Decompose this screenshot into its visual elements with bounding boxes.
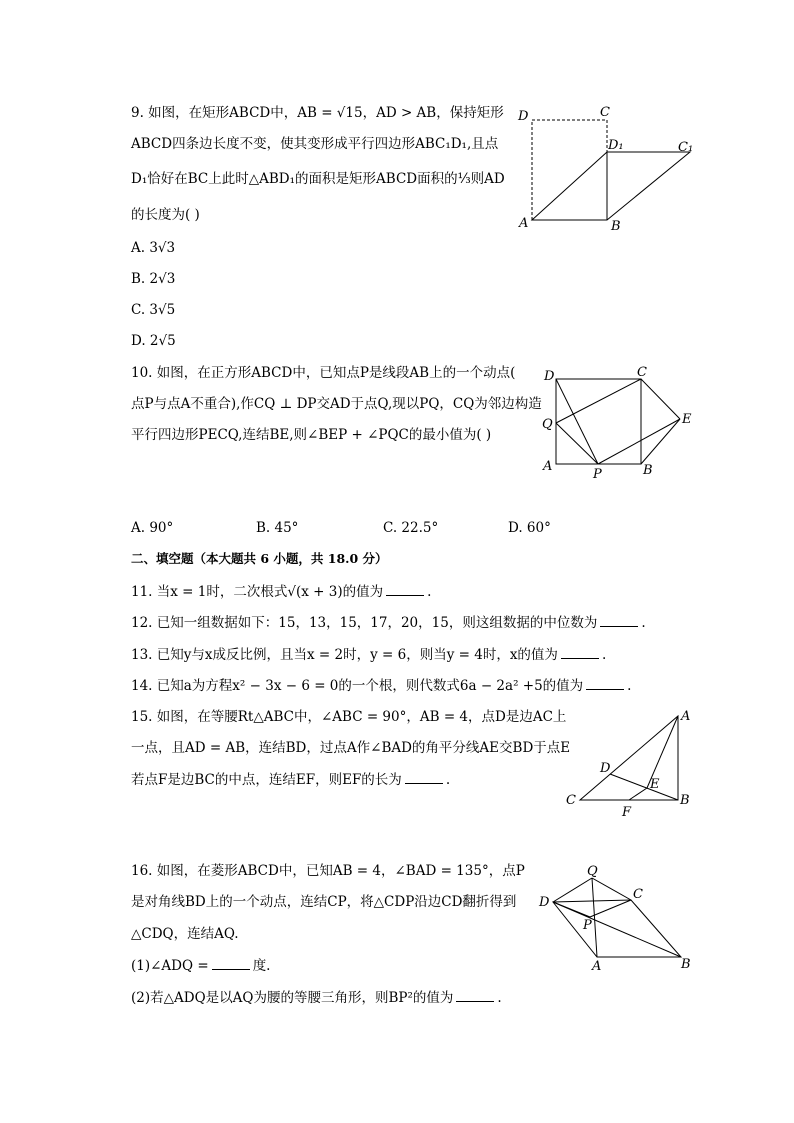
q10-square — [556, 379, 641, 464]
q13-end: . — [601, 647, 607, 663]
q10-line-qc — [556, 379, 641, 423]
q16-label-b: B — [681, 957, 691, 972]
q16-line-2: 是对角线BD上的一个动点，连结CP，将△CDP沿边CD翻折得到 — [131, 894, 517, 910]
q9-option-d: D. 2√5 — [131, 333, 176, 349]
section-title: 二、填空题（本大题共 6 小题，共 18.0 分） — [131, 551, 388, 566]
q11 — [131, 581, 431, 602]
q9-label-d1: D₁ — [608, 138, 624, 153]
q15-line-3: 若点F是边BC的中点，连结EF，则EF的长为 — [131, 772, 402, 788]
q9-option-c: C. 3√5 — [131, 302, 176, 318]
q10-option-a: A. 90° — [131, 520, 174, 536]
q10-line-1: 10. 如图，在正方形ABCD中，已知点P是线段AB上的一个动点( — [131, 365, 516, 381]
q16-line-dq — [553, 878, 592, 902]
q10-line-pe — [598, 419, 680, 464]
q9-label-b: B — [611, 219, 621, 234]
q10-label-d: D — [544, 369, 555, 384]
q15-line-1: 15. 如图，在等腰Rt△ABC中，∠ABC = 90°，AB = 4，点D是边AC上 — [131, 709, 567, 725]
q16-sub1-wrap — [131, 955, 270, 976]
q16-sub1: (1)∠ADQ = — [131, 958, 209, 974]
q16-line-1: 16. 如图，在菱形ABCD中，已知AB = 4，∠BAD = 135°，点P — [131, 863, 525, 879]
q10-label-c: C — [637, 365, 647, 380]
q14-text: 14. 已知a为方程x² − 3x − 6 = 0的一个根，则代数式6a − 2a² +5的值为 — [131, 678, 584, 694]
q15-figure — [560, 704, 710, 822]
q9-label-c: C — [600, 105, 610, 120]
q15-label-f: F — [622, 805, 632, 820]
q15-triangle — [580, 716, 678, 800]
q10-line-3: 平行四边形PECQ,连结BE,则∠BEP + ∠PQC的最小值为( ) — [131, 427, 492, 443]
q11-end: . — [427, 584, 432, 600]
q9-line-3: D₁恰好在BC上此时△ABD₁的面积是矩形ABCD面积的⅓则AD — [131, 171, 505, 187]
q12-text: 12. 已知一组数据如下：15，13，15，17，20，15，则这组数据的中位数为 — [131, 615, 598, 631]
q9-parallelogram — [532, 152, 690, 220]
q15-label-e: E — [650, 777, 660, 792]
q16-sub2-blank — [456, 987, 494, 1002]
q13-text: 13. 已知y与x成反比例，且当x = 2时，y = 6，则当y = 4时，x的值为 — [131, 647, 558, 663]
q16-label-p: P — [583, 918, 592, 933]
q15-label-d: D — [600, 761, 611, 776]
q10-label-q: Q — [542, 417, 553, 432]
q16-line-cp — [590, 900, 631, 917]
q10-option-c: C. 22.5° — [383, 520, 439, 536]
q10-label-e: E — [682, 412, 692, 427]
q10-option-b: B. 45° — [256, 520, 299, 536]
q15-label-a: A — [681, 709, 691, 724]
q14 — [131, 675, 631, 696]
q15-line-bd — [610, 774, 678, 800]
q15-label-b: B — [680, 793, 690, 808]
q16-sub2-end: . — [497, 990, 502, 1006]
q15-label-c: C — [566, 793, 576, 808]
q13 — [131, 644, 606, 665]
q9-label-c1: C₁ — [678, 140, 694, 155]
q16-line-qa — [592, 878, 597, 957]
q12 — [131, 612, 646, 633]
q9-option-b: B. 2√3 — [131, 271, 176, 287]
q15-line-ef — [629, 788, 647, 800]
q10-label-p: P — [593, 467, 602, 482]
q10-option-d: D. 60° — [508, 520, 551, 536]
q9-figure — [510, 100, 700, 235]
q16-sub2: (2)若△ADQ是以AQ为腰的等腰三角形，则BP²的值为 — [131, 990, 454, 1006]
q11-text: 11. 当x = 1时，二次根式√(x + 3)的值为 — [131, 584, 384, 600]
q16-line-qc — [592, 878, 631, 900]
q9-rect-dashed — [532, 120, 607, 220]
q10-label-b: B — [643, 463, 653, 478]
q16-sub1-blank — [212, 955, 250, 970]
q14-end: . — [627, 678, 632, 694]
q12-blank — [600, 612, 638, 627]
q12-end: . — [641, 615, 646, 631]
q10-line-2: 点P与点A不重合),作CQ ⊥ DP交AD于点Q,现以PQ，CQ为邻边构造 — [131, 396, 542, 412]
q16-sub1-end: 度. — [252, 958, 271, 974]
q13-blank — [561, 644, 599, 659]
q16-sub2-wrap — [131, 987, 502, 1008]
q14-blank — [586, 675, 624, 690]
q9-line-1: 9. 如图，在矩形ABCD中，AB = √15，AD > AB，保持矩形 — [131, 105, 504, 121]
q15-end: . — [445, 772, 451, 788]
q9-line-2: ABCD四条边长度不变，使其变形成平行四边形ABC₁D₁,且点 — [131, 136, 499, 152]
q9-label-d: D — [518, 109, 529, 124]
q10-figure — [535, 362, 695, 482]
q10-line-qp — [556, 423, 598, 464]
q10-line-be — [641, 419, 680, 464]
q15-line-2: 一点，且AD = AB，连结BD，过点A作∠BAD的角平分线AE交BD于点E — [131, 740, 571, 756]
q10-line-dp — [556, 379, 598, 464]
q9-line-4: 的长度为( ) — [131, 207, 200, 223]
q9-label-a: A — [519, 216, 529, 231]
q9-option-a: A. 3√3 — [131, 240, 176, 256]
q16-line-3: △CDQ，连结AQ. — [131, 926, 239, 942]
q16-figure — [535, 860, 700, 975]
q16-label-d: D — [539, 895, 550, 910]
q10-label-a: A — [543, 459, 553, 474]
q16-label-a: A — [592, 959, 602, 974]
q10-line-ce — [641, 379, 680, 419]
q15-blank — [405, 769, 443, 784]
q15-line-3-wrap — [131, 769, 450, 790]
q16-label-c: C — [633, 887, 643, 902]
q16-label-q: Q — [587, 864, 598, 879]
q11-blank — [386, 581, 424, 596]
